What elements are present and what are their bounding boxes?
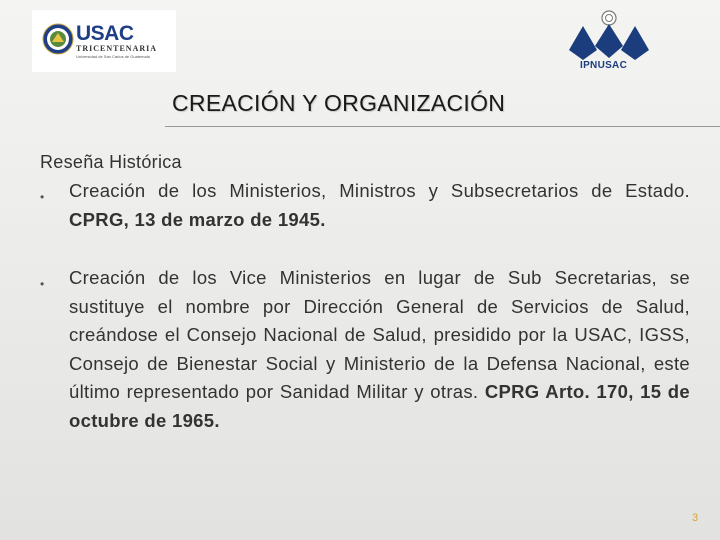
usac-logo — [32, 10, 176, 72]
title-underline — [165, 126, 720, 127]
bullet-text: Creación de los Ministerios, Ministros y Subsecretarios de Estado. — [69, 180, 690, 201]
bullet-text: Creación de los Vice Ministerios en lugar de Sub Secretarias, se sustituye el nombre por Dirección General de Servicios de Salud, creándose el Consejo Nacional de Salud, presidido por la USAC, IGSS, Consejo de Bienestar Social y Ministerio de la Defensa Nacional, este último representado por Sanidad Militar y otras. — [69, 267, 690, 403]
usac-logo-tagline: Universidad de San Carlos de Guatemala — [76, 54, 150, 59]
usac-seal-icon — [42, 22, 74, 56]
section-subtitle: Reseña Histórica — [40, 152, 182, 172]
ipnusac-emblem-icon — [566, 8, 656, 63]
slide-title: CREACIÓN Y ORGANIZACIÓN — [172, 90, 506, 116]
ipnusac-logo-name: IPNUSAC — [580, 60, 628, 71]
usac-logo-subtitle: TRICENTENARIA — [76, 44, 158, 53]
bullet-marker: • — [40, 190, 45, 204]
usac-logo-name: USAC — [76, 22, 134, 45]
bullet-marker: • — [40, 277, 45, 291]
bullet-reference: CPRG Arto. 170, 15 de octubre de 1965. — [69, 381, 690, 431]
bullet-item — [69, 264, 690, 436]
bullet-item — [69, 177, 690, 234]
bullet-reference: CPRG, 13 de marzo de 1945. — [69, 208, 326, 230]
page-number: 3 — [692, 512, 699, 524]
